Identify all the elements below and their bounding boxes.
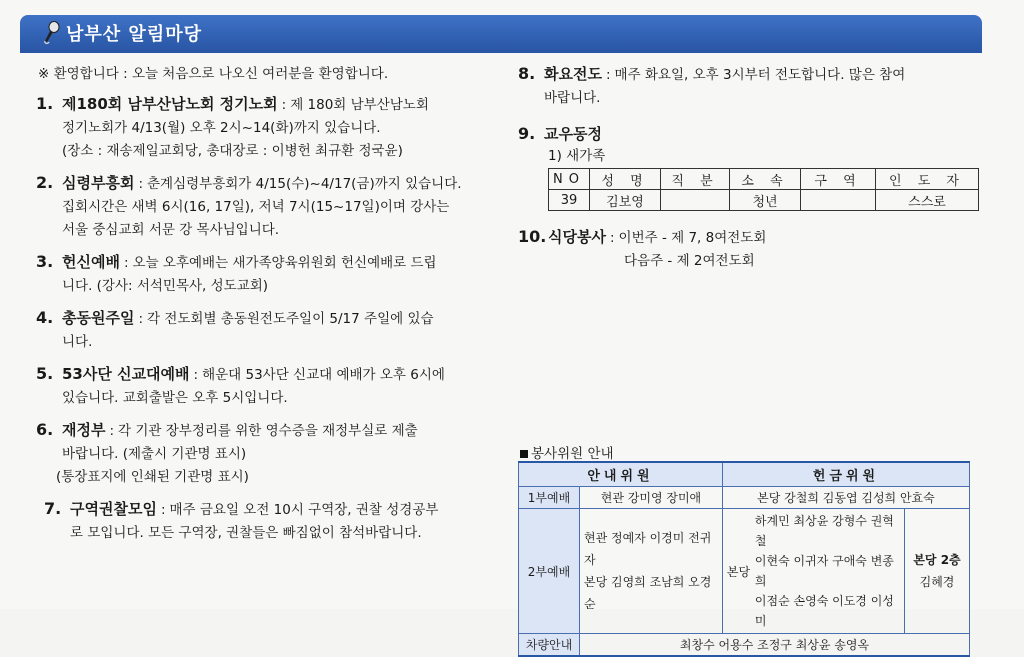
- notice-item-2: 2. 심령부흥회 : 춘계심령부흥회가 4/15(수)~4/17(금)까지 있습니다. 집회시간은 새벽 6시(16, 17일), 저녁 7시(15~17일)이며 강사는 서울 중심교회 서문 강 목사님입니다.: [36, 171, 496, 242]
- item-text: 다음주 - 제 2여전도회: [624, 253, 755, 269]
- offering-line: 이현숙 이귀자 구애숙 변종희: [754, 554, 894, 588]
- notice-item-9: [518, 122, 988, 146]
- table-header: 헌금위원: [722, 462, 969, 487]
- table-header: 성 명: [590, 169, 661, 190]
- notice-item-3: 3. 헌신예배 : 오늘 오후예배는 새가족양육위원회 헌신예배로 드립 니다. (강사: 서석민목사, 성도교회): [36, 250, 496, 298]
- item-number: 5.: [36, 364, 54, 383]
- item-number: 4.: [36, 308, 54, 327]
- item-text: 있습니다. 교회출발은 오후 5시입니다.: [62, 390, 288, 406]
- table-cell: 39: [549, 190, 590, 211]
- guide-line: 현관 정예자 이경미 전귀자: [584, 531, 712, 567]
- table-header: 구 역: [801, 169, 876, 190]
- table-header: 안내위원: [519, 462, 723, 487]
- service-table: [518, 461, 970, 657]
- extra-name: 김혜경: [919, 575, 955, 589]
- item-text: 니다.: [62, 334, 93, 350]
- table-cell: 현관 강미영 장미애: [580, 487, 723, 509]
- section-header: [20, 15, 982, 51]
- item-number: 3.: [36, 252, 54, 271]
- table-cell: [905, 509, 970, 634]
- header-divider: [20, 51, 982, 53]
- table-cell: 청년: [730, 190, 801, 211]
- notice-item-1: 1. 제180회 남부산남노회 정기노회 : 제 180회 남부산남노회 정기노회가 4/13(월) 오후 2시~14(화)까지 있습니다. (장소 : 재송제일교회당, 총대장로 : 이병헌 최규환 정국윤): [36, 92, 496, 163]
- table-header: NO: [549, 169, 590, 190]
- notice-item-6: 6. 재정부 : 각 기관 장부정리를 위한 영수증을 재정부실로 제출 바랍니다. (제출시 기관명 표시) (통장표지에 인쇄된 기관명 표시): [36, 418, 496, 489]
- table-row: [519, 487, 970, 509]
- welcome-text: ※ 환영합니다 : 오늘 처음으로 나오신 여러분을 환영합니다.: [38, 66, 389, 82]
- item-text: 니다. (강사: 서석민목사, 성도교회): [62, 278, 269, 294]
- item-text: 이번주 - 제 7, 8여전도회: [618, 230, 767, 246]
- item-text: 서울 중심교회 서문 강 목사님입니다.: [62, 222, 280, 238]
- offering-line: 이점순 손영숙 이도경 이성미: [754, 594, 894, 628]
- service-title: [520, 442, 614, 462]
- notice-item-10: 10. 식당봉사 : 이번주 - 제 7, 8여전도회 다음주 - 제 2여전도회: [518, 225, 988, 273]
- notice-item-7: 7. 구역권찰모임 : 매주 금요일 오전 10시 구역장, 권찰 성경공부 로 모입니다. 모든 구역장, 권찰들은 빠짐없이 참석바랍니다.: [44, 497, 496, 545]
- notice-item-5: 5. 53사단 신교대예배 : 해운대 53사단 신교대 예배가 오후 6시에 있습니다. 교회출발은 오후 5시입니다.: [36, 362, 496, 410]
- item-label: 교우동정: [544, 125, 602, 143]
- table-row: [549, 190, 979, 211]
- item-text: 오늘 오후예배는 새가족양육위원회 헌신예배로 드립: [132, 255, 437, 271]
- guide-line: 본당 김영희 조남희 오경순: [584, 575, 712, 611]
- item-text: 해운대 53사단 신교대 예배가 오후 6시에: [202, 367, 445, 383]
- table-cell: [661, 190, 730, 211]
- item-number: 6.: [36, 420, 54, 439]
- item-label: 화요전도: [544, 65, 602, 83]
- table-header: 직 분: [661, 169, 730, 190]
- square-bullet-icon: [520, 450, 528, 458]
- item-text: 제 180회 남부산남노회: [290, 97, 429, 113]
- item-text: 매주 금요일 오전 10시 구역장, 권찰 성경공부: [169, 502, 439, 518]
- item-number: 7.: [44, 499, 62, 518]
- item-number: 9.: [518, 124, 536, 143]
- item-text: 정기노회가 4/13(월) 오후 2시~14(화)까지 있습니다.: [62, 120, 381, 136]
- row-label: 차량안내: [519, 634, 580, 657]
- table-row: [519, 634, 970, 657]
- table-cell: [580, 509, 723, 634]
- table-cell: 스스로: [876, 190, 979, 211]
- item-number: 10.: [518, 227, 547, 246]
- item-text: 각 기관 장부정리를 위한 영수증을 재정부실로 제출: [118, 423, 418, 439]
- item-label: 식당봉사: [548, 228, 606, 246]
- item-label: 헌신예배: [62, 253, 120, 271]
- new-family-table: [548, 168, 979, 211]
- item-text: 바랍니다.: [544, 90, 601, 106]
- extra-label: 본당 2층: [913, 553, 961, 567]
- table-cell: [801, 190, 876, 211]
- item-text: 춘계심령부흥회가 4/15(수)~4/17(금)까지 있습니다.: [147, 176, 462, 192]
- item-label: 총동원주일: [62, 309, 135, 327]
- item-label: 제180회 남부산남노회 정기노회: [62, 95, 278, 113]
- table-cell: 김보영: [590, 190, 661, 211]
- item-number: 2.: [36, 173, 54, 192]
- table-row: [519, 509, 970, 634]
- item-label: 구역권찰모임: [70, 500, 157, 518]
- service-title-text: 봉사위원 안내: [531, 446, 614, 462]
- item-text: 각 전도회별 총동원전도주일이 5/17 주일에 있습: [147, 311, 434, 327]
- item-text: 집회시간은 새벽 6시(16, 17일), 저녁 7시(15~17일)이며 강사는: [62, 199, 450, 215]
- item-text: (통장표지에 인쇄된 기관명 표시): [56, 469, 249, 485]
- item-text: 로 모입니다. 모든 구역장, 권찰들은 빠짐없이 참석바랍니다.: [70, 525, 422, 541]
- item-label: 53사단 신교대예배: [62, 365, 190, 383]
- item-text: (장소 : 재송제일교회당, 총대장로 : 이병헌 최규환 정국윤): [62, 143, 403, 159]
- item-number: 8.: [518, 64, 536, 83]
- table-cell: 본당: [722, 509, 751, 634]
- row-label: 2부예배: [519, 509, 580, 634]
- table-cell: 본당 강철희 김동엽 김성희 안효숙: [722, 487, 969, 509]
- left-column: [36, 62, 496, 545]
- page-title: 남부산 알림마당: [66, 24, 202, 45]
- offering-line: 하계민 최상윤 강형수 권혁철: [754, 514, 894, 548]
- right-column: [518, 62, 988, 273]
- table-header: 인 도 자: [876, 169, 979, 190]
- table-cell: 최창수 어용수 조정구 최상윤 송영옥: [580, 634, 970, 657]
- notice-item-8: 8. 화요전도 : 매주 화요일, 오후 3시부터 전도합니다. 많은 참여 바랍니다.: [518, 62, 988, 110]
- item-text: 바랍니다. (제출시 기관명 표시): [62, 446, 247, 462]
- row-label: 1부예배: [519, 487, 580, 509]
- notice-item-4: 4. 총동원주일 : 각 전도회별 총동원전도주일이 5/17 주일에 있습 니다.: [36, 306, 496, 354]
- item-label: 심령부흥회: [62, 174, 135, 192]
- table-cell: [751, 509, 905, 634]
- microphone-icon: [42, 21, 62, 45]
- table-header: 소 속: [730, 169, 801, 190]
- new-family-subtitle: 1) 새가족: [548, 148, 606, 164]
- item-text: 매주 화요일, 오후 3시부터 전도합니다. 많은 참여: [614, 67, 906, 83]
- item-label: 재정부: [62, 421, 106, 439]
- item-number: 1.: [36, 94, 54, 113]
- table-row: [519, 462, 970, 487]
